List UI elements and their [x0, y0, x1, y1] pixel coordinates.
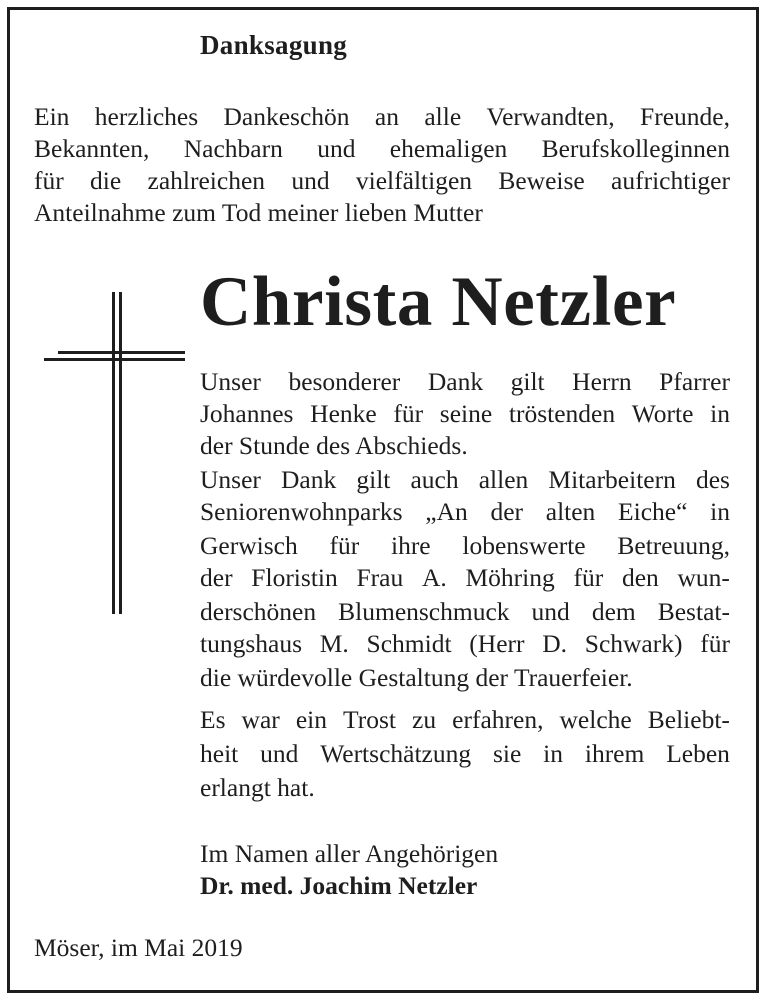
text-line: die würdevolle Gestaltung der Trauerfeier.	[200, 663, 633, 692]
text-line: Gerwisch für ihre lobenswerte Betreuung,	[200, 531, 730, 560]
text-line: Anteilnahme zum Tod meiner lieben Mutter	[34, 198, 483, 227]
signature-name: Dr. med. Joachim Netzler	[200, 871, 478, 900]
text-line: Seniorenwohnparks „An der alten Eiche“ in	[200, 497, 730, 526]
text-line: Bekannten, Nachbarn und ehemaligen Berufskolleginnen	[34, 134, 730, 163]
text-line: erlangt hat.	[200, 773, 315, 802]
text-line: tungshaus M. Schmidt (Herr D. Schwark) für	[200, 629, 730, 658]
text-line: der Floristin Frau A. Möhring für den wun-	[200, 563, 730, 592]
text-line: der Stunde des Abschieds.	[200, 431, 468, 460]
text-line: Unser Dank gilt auch allen Mitarbeitern des	[200, 465, 730, 494]
text-line: heit und Wertschätzung sie in ihrem Leben	[200, 739, 730, 768]
text-line: Johannes Henke für seine tröstenden Worte in	[200, 399, 730, 428]
signature-intro: Im Namen aller Angehörigen	[200, 839, 499, 868]
text-line: derschönen Blumenschmuck und dem Bestat-	[200, 597, 730, 626]
text-line: Es war ein Trost zu erfahren, welche Beliebt-	[200, 705, 730, 734]
notice-heading: Danksagung	[200, 30, 348, 60]
deceased-name: Christa Netzler	[200, 263, 677, 341]
text-line: für die zahlreichen und vielfältigen Beweise aufrichtiger	[34, 166, 730, 195]
place-date: Möser, im Mai 2019	[34, 933, 243, 962]
cross-icon	[44, 292, 186, 614]
text-line: Unser besonderer Dank gilt Herrn Pfarrer	[200, 367, 730, 396]
text-line: Ein herzliches Dankeschön an alle Verwandten, Freunde,	[34, 102, 730, 131]
